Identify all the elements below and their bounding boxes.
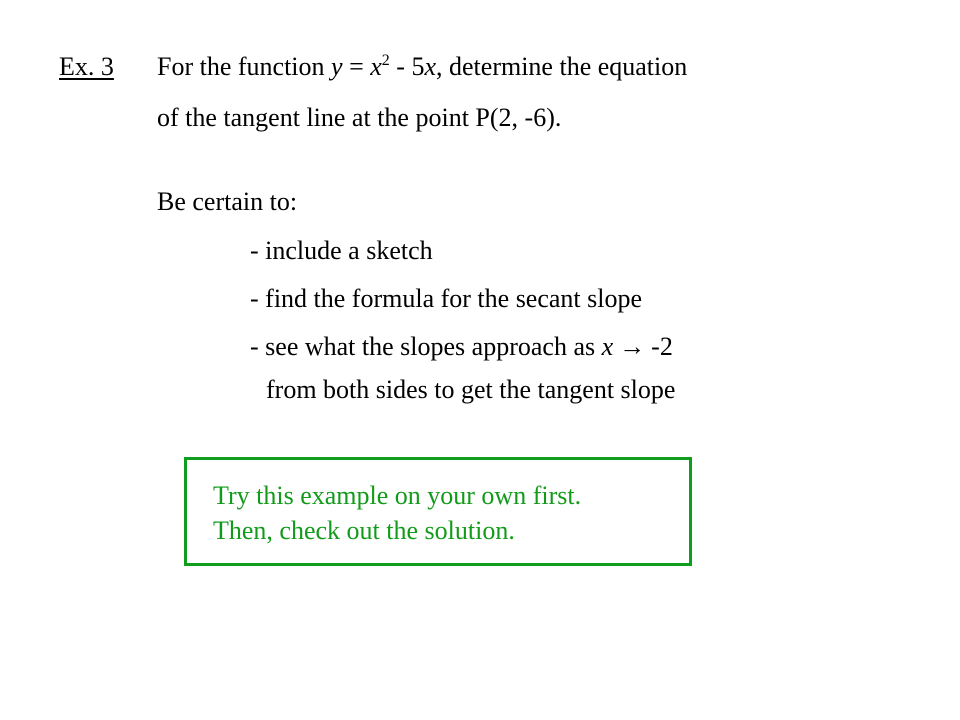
question-line-2: of the tangent line at the point P(2, -6).: [157, 103, 562, 132]
question-suffix: , determine the equation: [436, 52, 688, 81]
exponent: 2: [381, 52, 390, 69]
y-variable: y: [331, 52, 343, 81]
x-variable: x: [370, 52, 382, 81]
instruction-secant-formula: - find the formula for the secant slope: [250, 284, 643, 313]
minus-term: - 5: [389, 52, 425, 81]
equals-sign: =: [342, 52, 371, 81]
question-prefix: For the function: [157, 52, 332, 81]
hint-line-1: Try this example on your own first.: [213, 481, 582, 510]
approach-prefix: - see what the slopes approach as: [250, 332, 602, 361]
instruction-both-sides: from both sides to get the tangent slope: [266, 375, 676, 404]
question-line-1: [157, 52, 687, 82]
hint-box: [184, 457, 692, 566]
instructions-heading: Be certain to:: [157, 187, 298, 216]
approach-variable: x: [601, 332, 614, 361]
instruction-approach: [250, 332, 673, 362]
x-variable-2: x: [424, 52, 437, 81]
hint-line-2: Then, check out the solution.: [213, 516, 515, 545]
instruction-sketch: - include a sketch: [250, 236, 433, 265]
approach-value: -2: [651, 332, 673, 361]
example-label: Ex. 3: [59, 52, 114, 81]
right-arrow-icon: →: [619, 332, 646, 361]
